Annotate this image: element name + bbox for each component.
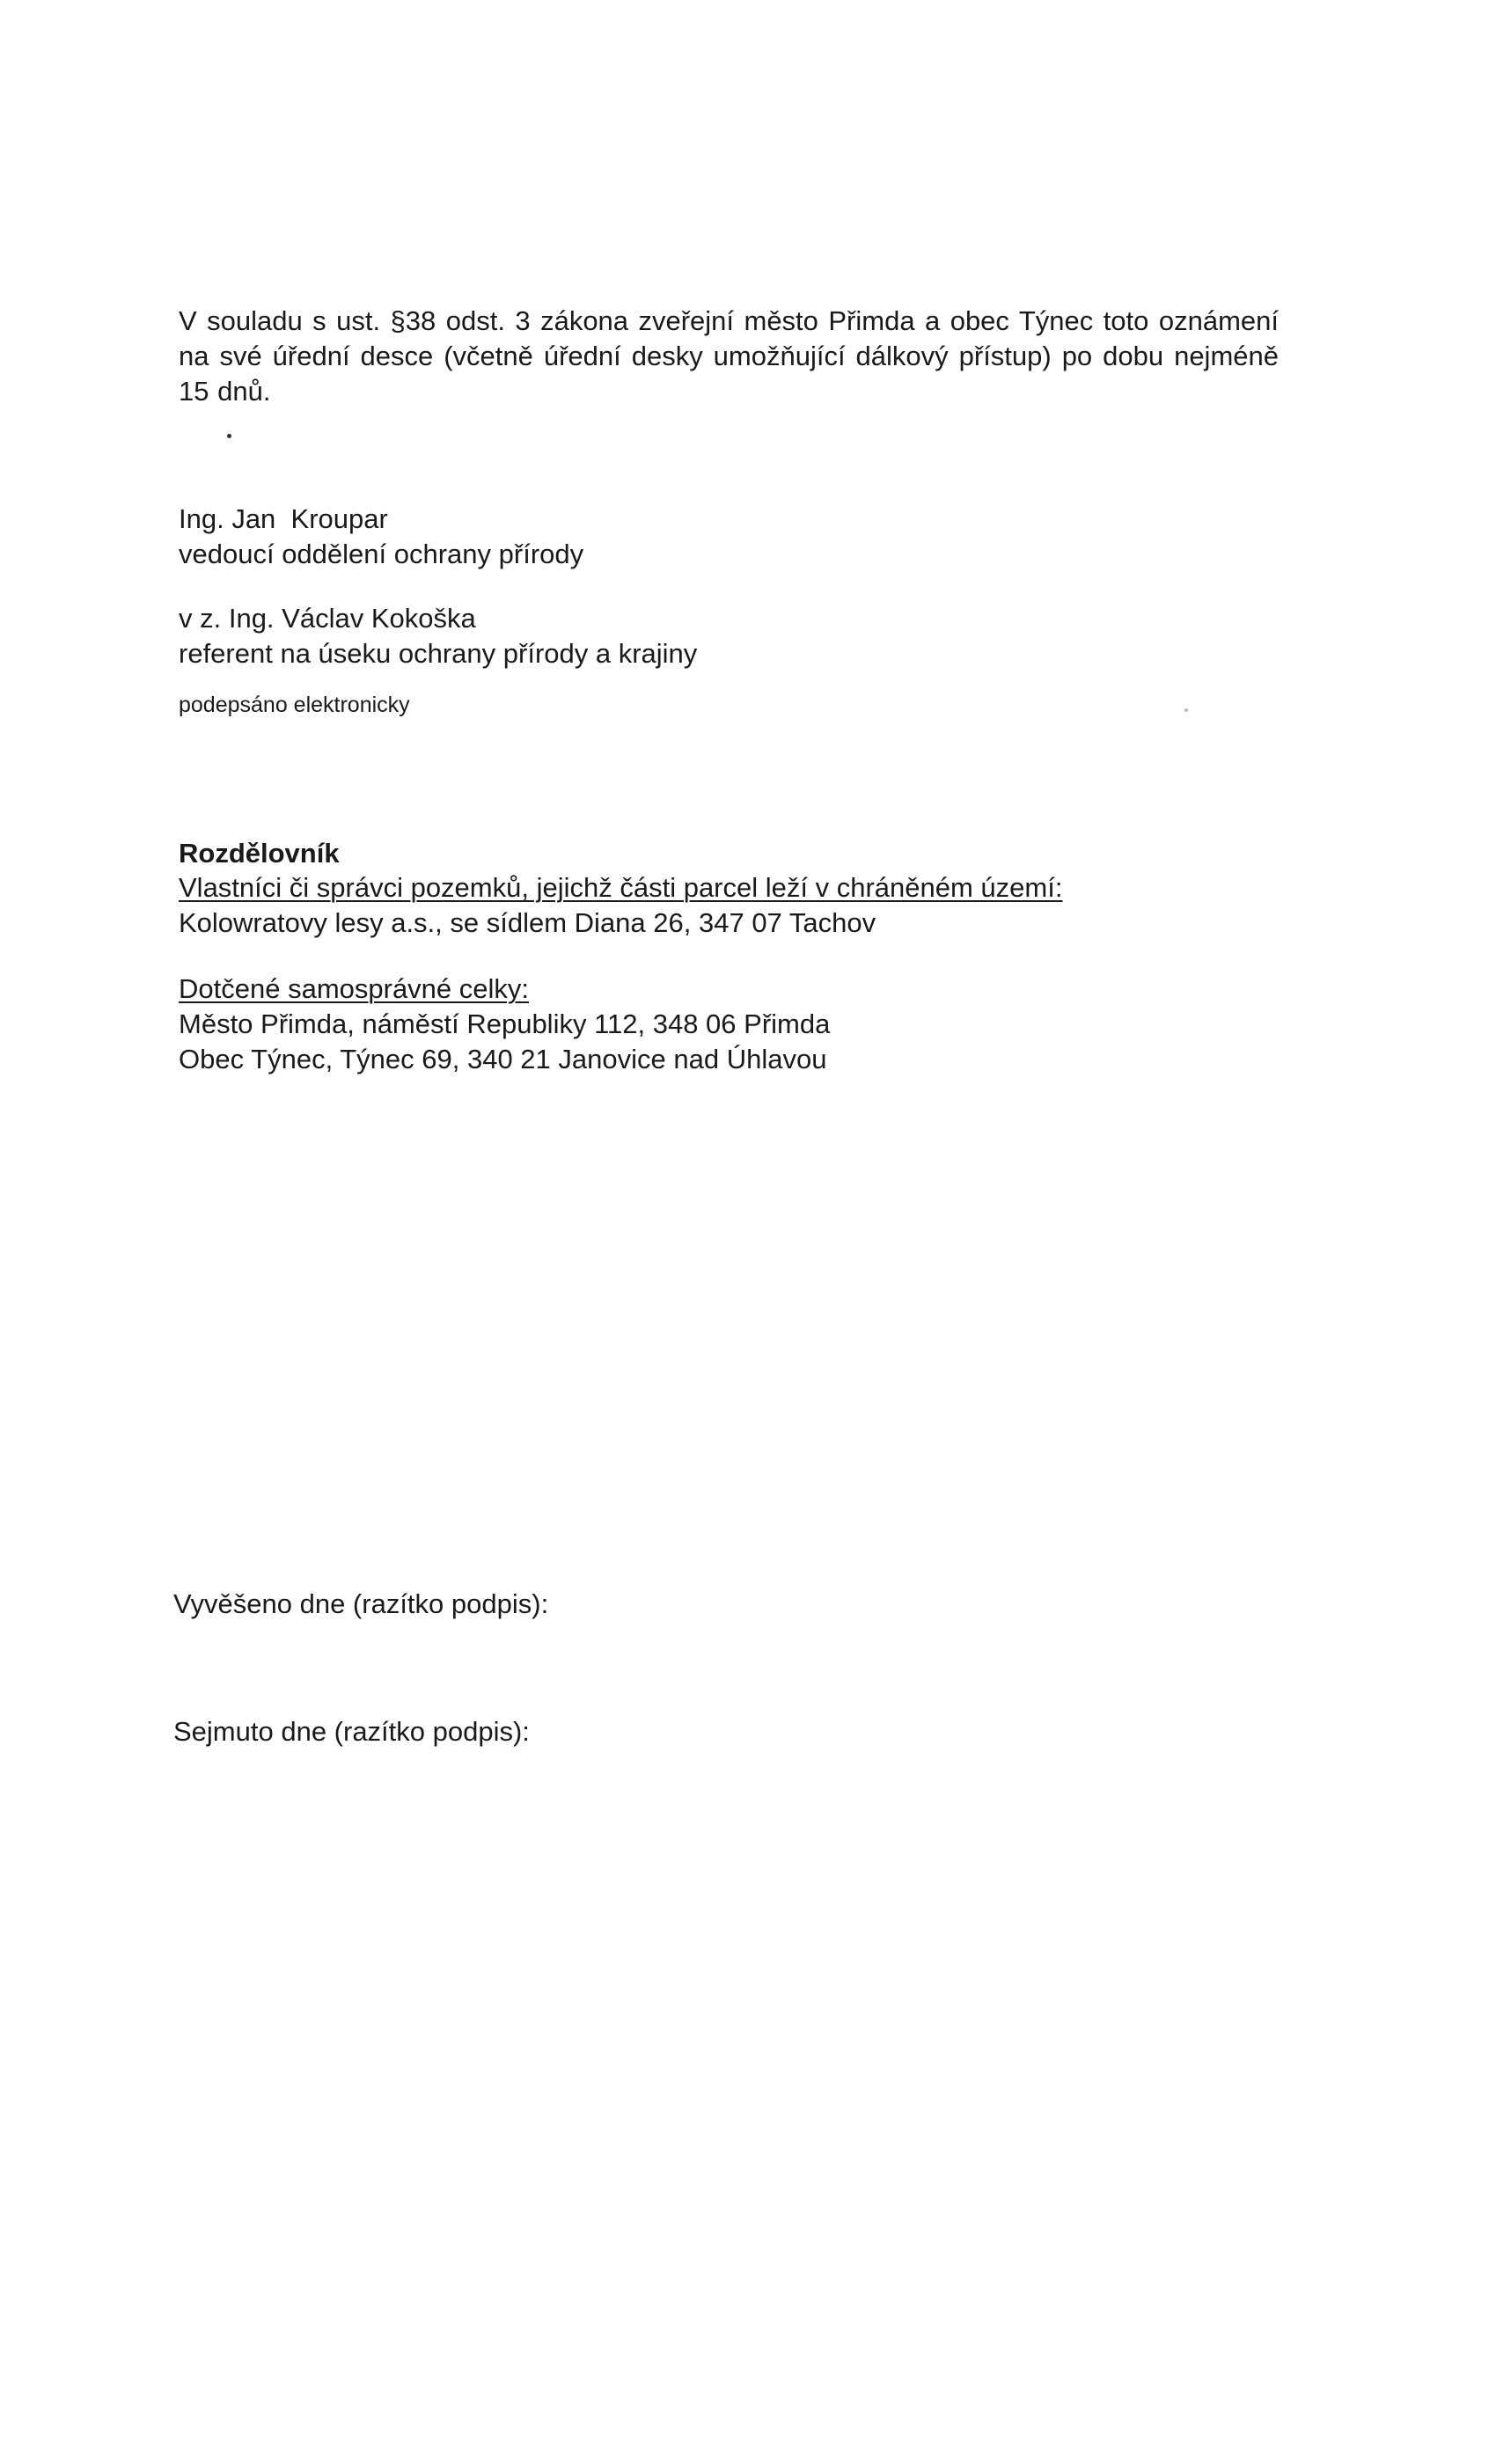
- signatory-primary: [179, 502, 1279, 572]
- signatory-primary-role: vedoucí oddělení ochrany přírody: [179, 539, 584, 569]
- distribution-list: [179, 837, 1279, 1077]
- stray-dot: [227, 434, 231, 438]
- scan-speck: [1184, 708, 1188, 712]
- signed-electronically-note: podepsáno elektronicky: [179, 693, 410, 717]
- signatory-primary-name: Ing. Jan Kroupar: [179, 503, 388, 534]
- signatory-deputy-name: v z. Ing. Václav Kokoška: [179, 603, 476, 634]
- publication-notice-paragraph: V souladu s ust. §38 odst. 3 zákona zveřejní město Přimda a obec Týnec toto oznámení na své úřední desce (včetně úřední desky umožňující dálkový přístup) po dobu nejméně 15 dnů.: [179, 305, 1279, 407]
- municipalities-heading: Dotčené samosprávné celky:: [179, 973, 530, 1004]
- posted-date-label: Vyvěšeno dne (razítko podpis):: [173, 1588, 549, 1619]
- section-gap: [179, 941, 1279, 972]
- municipality-entry: Obec Týnec, Týnec 69, 340 21 Janovice nad Úhlavou: [179, 1044, 827, 1074]
- signatory-deputy-role: referent na úseku ochrany přírody a krajiny: [179, 638, 698, 669]
- owners-heading: Vlastníci či správci pozemků, jejichž části parcel leží v chráněném území:: [179, 872, 1063, 903]
- removed-date-label: Sejmuto dne (razítko podpis):: [173, 1716, 530, 1747]
- municipality-entry: Město Přimda, náměstí Republiky 112, 348 06 Přimda: [179, 1008, 831, 1039]
- signatory-deputy: [179, 601, 1279, 671]
- owner-entry: Kolowratovy lesy a.s., se sídlem Diana 26, 347 07 Tachov: [179, 907, 876, 938]
- distribution-heading: Rozdělovník: [179, 838, 340, 869]
